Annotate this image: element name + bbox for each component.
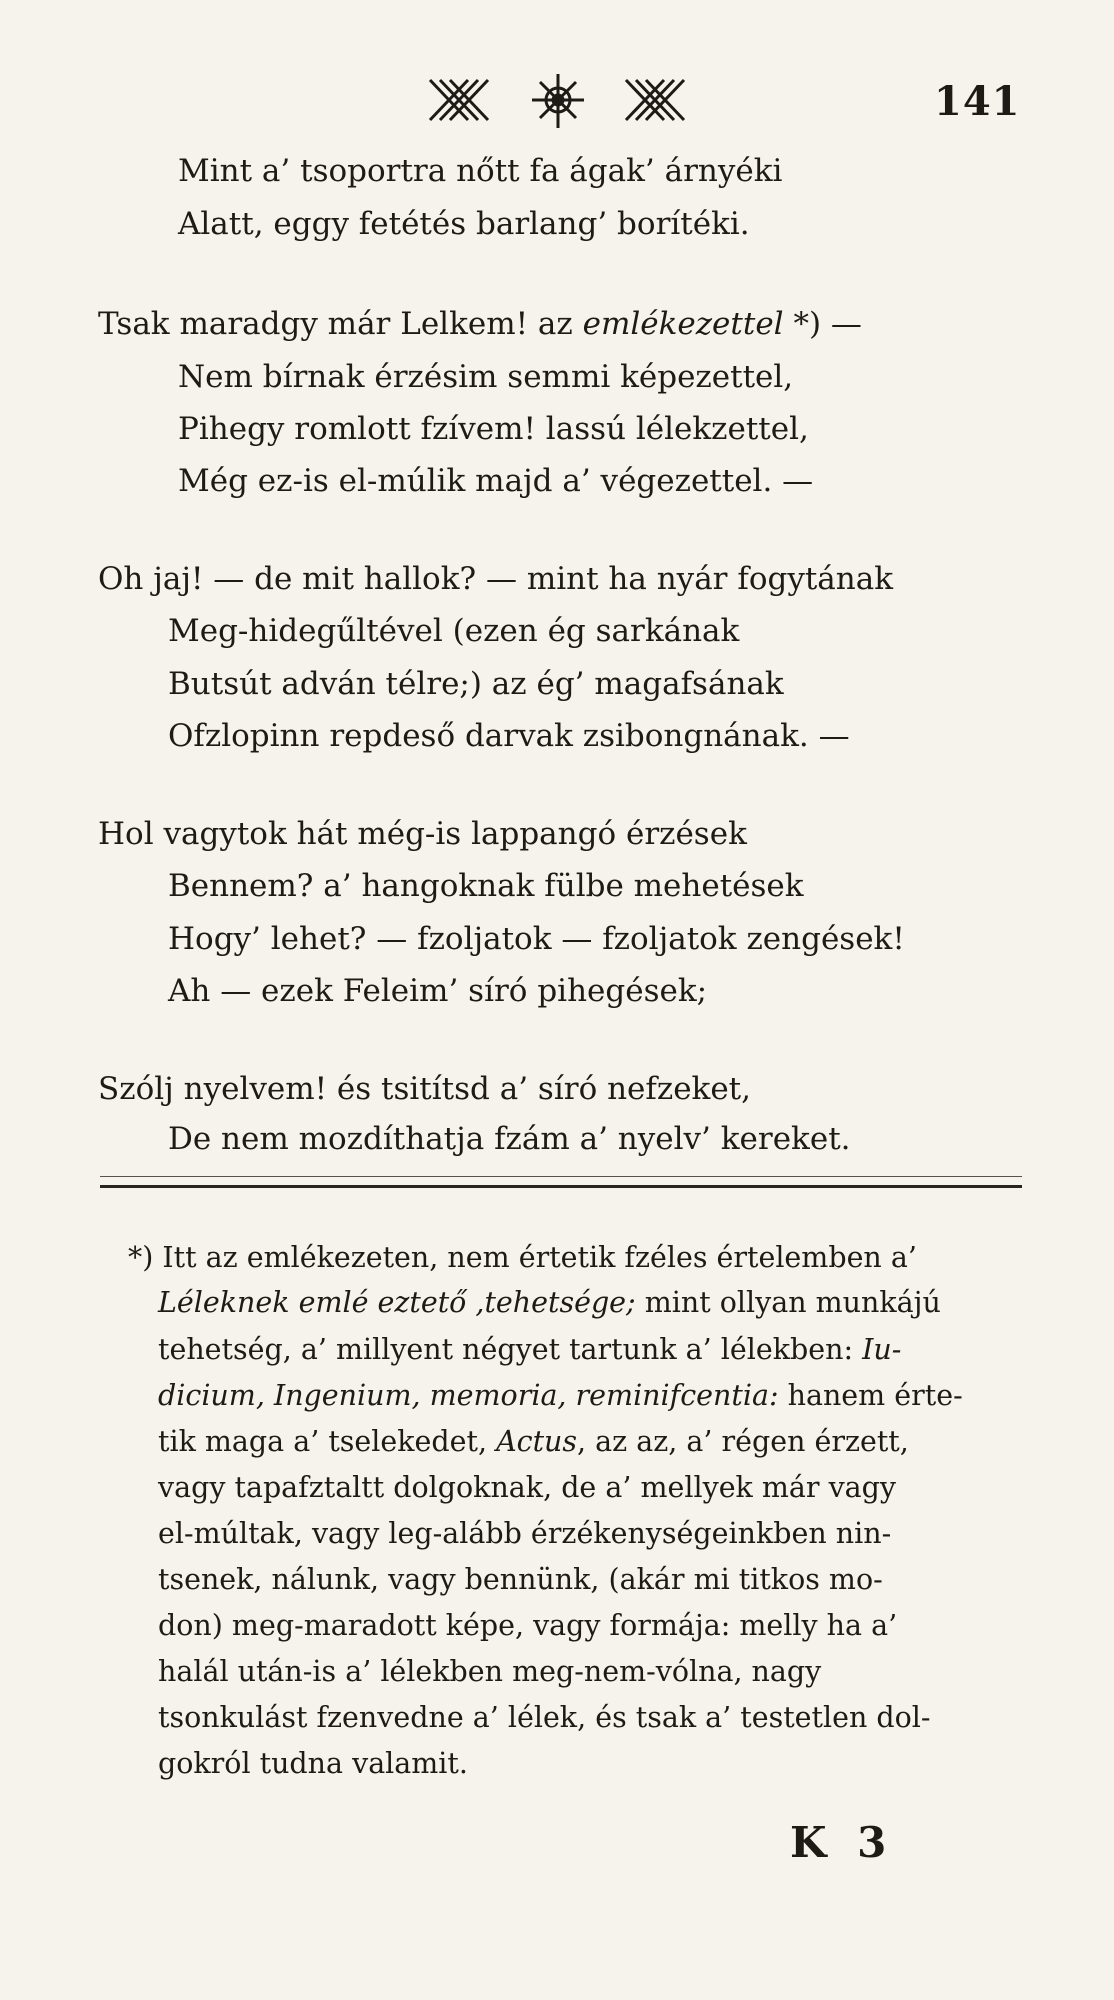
poem-line: Ofzlopinn repdeső darvak zsibongnának. — [168,718,850,754]
poem-line: Hogy’ lehet? — fzoljatok — fzoljatok zengések! [168,921,905,957]
poem-line: Bennem? a’ hangoknak fülbe mehetések [168,868,804,904]
signature-mark: K 3 [790,1818,895,1867]
footnote-line: tsenek, nálunk, vagy bennünk, (akár mi titkos mo- [158,1563,883,1596]
footnote-line: tehetség, a’ millyent négyet tartunk a’ lélekben: Iu- [158,1333,902,1366]
poem-line: Alatt, eggy fetétés barlang’ borítéki. [178,206,750,242]
poem-line: Szólj nyelvem! és tsitítsd a’ síró nefzeket, [98,1071,751,1107]
poem-line: Nem bírnak érzésim semmi képezettel, [178,359,794,395]
emlekezettel-italic: emlékezettel [582,306,784,342]
footnote-line: tik maga a’ tselekedet, Actus, az az, a’ régen érzett, [158,1425,909,1458]
poem-line: Hol vagytok hát még-is lappangó érzések [98,816,747,852]
footnote-line: halál után-is a’ lélekben meg-nem-vólna, nagy [158,1655,822,1688]
floral-ornament-icon [428,72,688,132]
footnote-divider [100,1185,1022,1188]
footnote-line: don) meg-maradott képe, vagy formája: melly ha a’ [158,1609,898,1642]
page-number: 141 [934,78,1021,125]
poem-line: De nem mozdíthatja fzám a’ nyelv’ kereket. [168,1121,851,1157]
poem-line: Pihegy romlott fzívem! lassú lélekzettel, [178,411,809,447]
footnote-line: vagy tapafztaltt dolgoknak, de a’ mellyek már vagy [158,1471,897,1504]
poem-line: Még ez-is el-múlik majd a’ végezettel. — [178,463,814,499]
poem-line: Ah — ezek Feleim’ síró pihegések; [168,973,708,1009]
poem-line: Meg-hidegűltével (ezen ég sarkának [168,613,740,649]
footnote-line: dicium, Ingenium, memoria, reminifcentia: hanem érte- [158,1379,963,1412]
poem-line: Tsak maradgy már Lelkem! az emlékezettel *) — [98,306,862,342]
poem-line: Oh jaj! — de mit hallok? — mint ha nyár fogytának [98,561,894,597]
footnote-divider-thin [100,1176,1022,1177]
footnote-line: gokról tudna valamit. [158,1747,468,1780]
footnote-line: tsonkulást fzenvedne a’ lélek, és tsak a’ testetlen dol- [158,1701,931,1734]
footnote-line: el-múltak, vagy leg-alább érzékenységeinkben nin- [158,1517,892,1550]
poem-line: Mint a’ tsoportra nőtt fa ágak’ árnyéki [178,153,783,189]
footnote-line: Léleknek emlé eztető ,tehetsége; mint ollyan munkájú [158,1286,941,1319]
footnote-line: *) Itt az emlékezeten, nem értetik fzéles értelemben a’ [128,1241,917,1274]
poem-line: Butsút adván télre;) az ég’ magafsának [168,666,784,702]
